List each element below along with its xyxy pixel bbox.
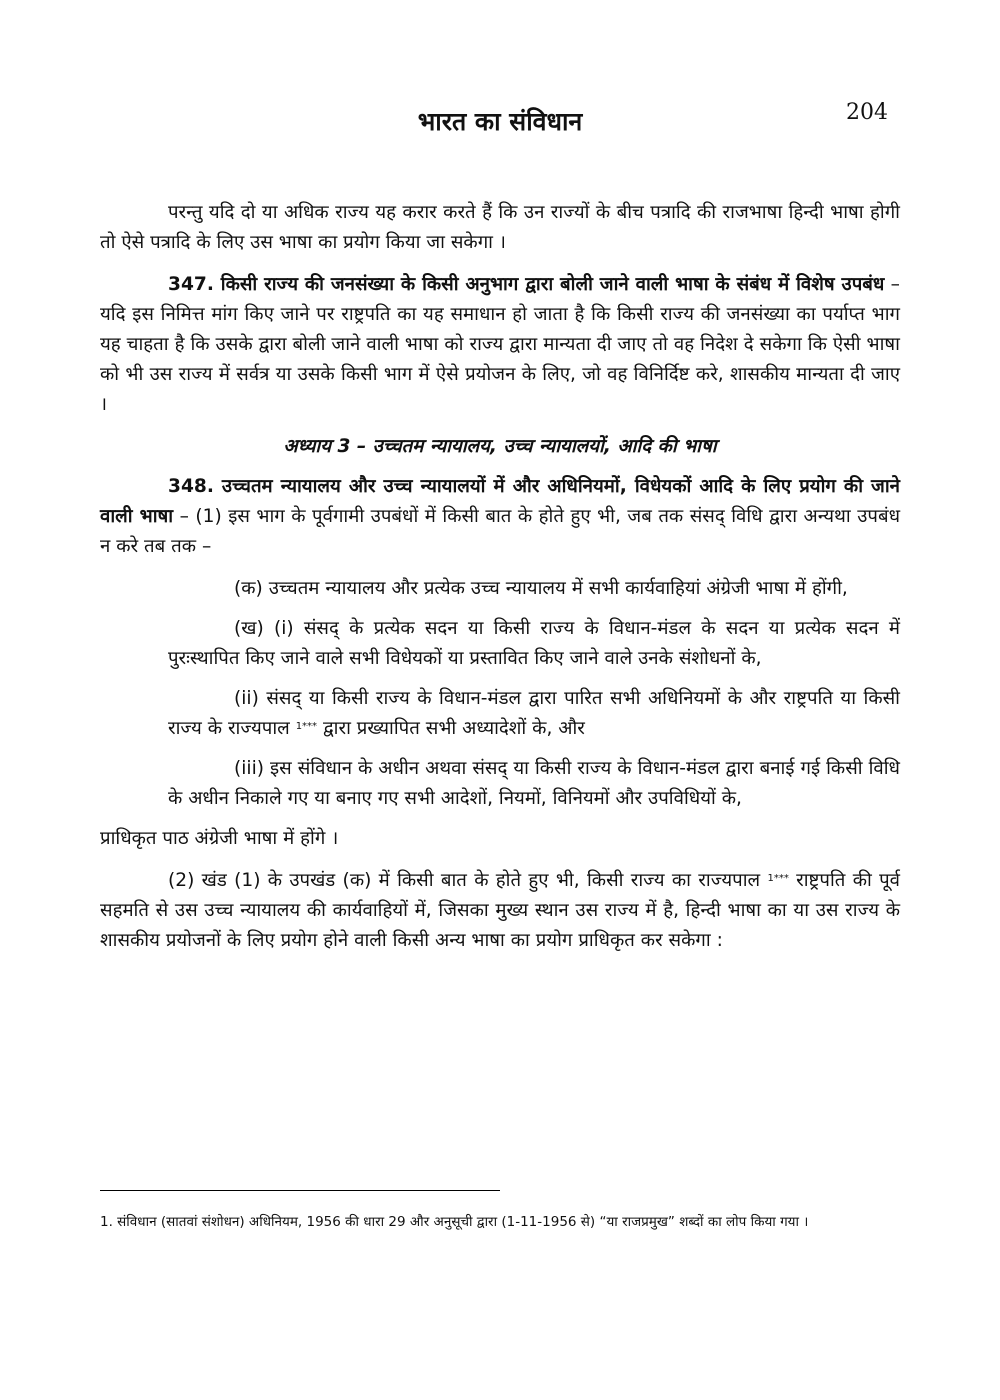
page-number: 204	[846, 100, 888, 125]
footnote-divider	[100, 1190, 500, 1191]
article-348-heading: 348. उच्चतम न्यायालय और उच्च न्यायालयों में और अधिनियमों, विधेयकों आदि के लिए प्रयोग की जाने वाली भाषा	[100, 476, 900, 527]
clause-ii-text-b: द्वारा प्रख्यापित सभी अध्यादेशों के, और	[317, 718, 585, 739]
clause-ii	[100, 684, 900, 744]
article-347	[100, 270, 900, 420]
article-347-text: – यदि इस निमित्त मांग किए जाने पर राष्ट्रपति का यह समाधान हो जाता है कि किसी राज्य की जनसंख्या का पर्याप्त भाग यह चाहता है कि उसके द्वारा बोली जाने वाली भाषा को राज्य द्वारा मान्यता दी जाए तो वह निदेश दे सकेगा कि ऐसी भाषा को भी उस राज्य में सर्वत्र या उसके किसी भाग में ऐसे प्रयोजन के लिए, जो वह विनिर्दिष्ट करे, शासकीय मान्यता दी जाए ।	[100, 274, 900, 415]
footnote-ref: 1***	[295, 721, 318, 732]
clause-ii-text-a: (ii) संसद् या किसी राज्य के विधान-मंडल द्वारा पारित सभी अधिनियमों के और राष्ट्रपति या किसी राज्य के राज्यपाल	[168, 688, 900, 739]
clause-2-text-a: (2) खंड (1) के उपखंड (क) में किसी बात के होते हुए भी, किसी राज्य का राज्यपाल	[168, 870, 768, 891]
footnote-ref: 1***	[767, 873, 789, 884]
footnote: 1. संविधान (सातवां संशोधन) अधिनियम, 1956 की धारा 29 और अनुसूची द्वारा (1-11-1956 से) “या राजप्रमुख” शब्दों का लोप किया गया ।	[100, 1214, 809, 1230]
authoritative-text-line: प्राधिकृत पाठ अंग्रेजी भाषा में होंगे ।	[100, 828, 339, 849]
article-348	[100, 472, 900, 562]
page-title: भारत का संविधान	[417, 107, 583, 136]
article-348-text: – (1) इस भाग के पूर्वगामी उपबंधों में किसी बात के होते हुए भी, जब तक संसद् विधि द्वारा अन्यथा उपबंध न करे तब तक –	[100, 506, 901, 557]
clause-2	[100, 866, 900, 956]
clause-2-text-b: राष्ट्रपति की पूर्व सहमति से उस उच्च न्यायालय की कार्यवाहियों में, जिसका मुख्य स्थान उस राज्य में है, हिन्दी भाषा का या उस राज्य के शासकीय प्रयोजनों के लिए प्रयोग होने वाली किसी अन्य भाषा का प्रयोग प्राधिकृत कर सकेगा :	[100, 870, 901, 951]
chapter-heading: अध्याय 3 – उच्चतम न्यायालय, उच्च न्यायालयों, आदि की भाषा	[283, 436, 717, 457]
clause-kha-i: (ख) (i) संसद् के प्रत्येक सदन या किसी राज्य के विधान-मंडल के सदन या प्रत्येक सदन में पुरःस्थापित किए जाने वाले सभी विधेयकों या प्रस्तावित किए जाने वाले उनके संशोधनों के,	[168, 618, 900, 669]
clause-ka: (क) उच्चतम न्यायालय और प्रत्येक उच्च न्यायालय में सभी कार्यवाहियां अंग्रेजी भाषा में होंगी,	[234, 578, 848, 599]
proviso-paragraph: परन्तु यदि दो या अधिक राज्य यह करार करते हैं कि उन राज्यों के बीच पत्रादि की राजभाषा हिन्दी भाषा होगी तो ऐसे पत्रादि के लिए उस भाषा का प्रयोग किया जा सकेगा ।	[100, 202, 900, 253]
clause-iii: (iii) इस संविधान के अधीन अथवा संसद् या किसी राज्य के विधान-मंडल द्वारा बनाई गई किसी विधि के अधीन निकाले गए या बनाए गए सभी आदेशों, नियमों, विनियमों और उपविधियों के,	[168, 758, 900, 809]
article-347-heading: 347. किसी राज्य की जनसंख्या के किसी अनुभाग द्वारा बोली जाने वाली भाषा के संबंध में विशेष उपबंध	[168, 274, 885, 295]
body-text	[100, 198, 900, 968]
